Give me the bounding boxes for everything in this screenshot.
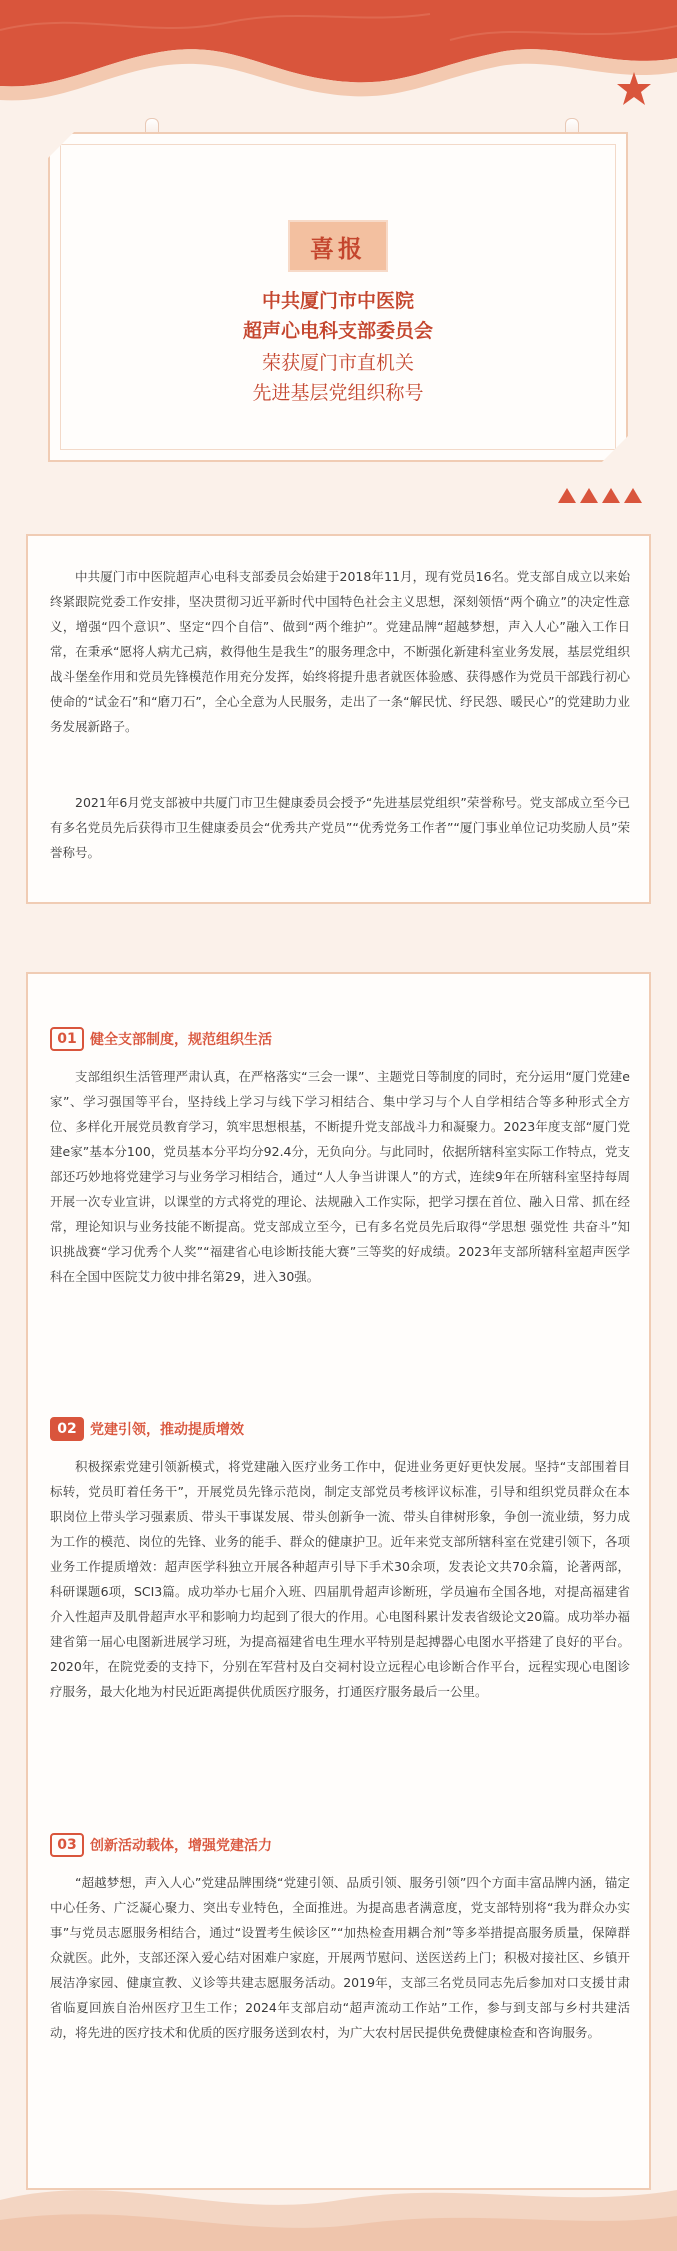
section-title: 党建引领，推动提质增效 xyxy=(90,1422,244,1438)
section-header xyxy=(50,1414,244,1444)
triangle-decoration xyxy=(558,488,646,507)
section-title: 创新活动载体，增强党建活力 xyxy=(90,1838,272,1854)
section-title: 健全支部制度，规范组织生活 xyxy=(90,1032,272,1048)
section-number: 01 xyxy=(50,1027,84,1051)
section-text: “超越梦想，声入人心”党建品牌围绕“党建引领、品质引领、服务引领”四个方面丰富品牌内涵，锚定中心任务、广泛凝心聚力、突出专业特色，全面推进。为提高患者满意度，党支部特别将“我为群众办实事”与党员志愿服务相结合，通过“设置考生候诊区”“加热检查用耦合剂”等多举措提高服务质量，保障群众就医。此外，支部还深入爱心结对困难户家庭，开展两节慰问、送医送药上门；积极对接社区、乡镇开展洁净家园、健康宣教、义诊等共建志愿服务活动。2019年，支部三名党员同志先后参加对口支援甘肃省临夏回族自治州医疗卫生工作；2024年支部启动“超声流动工作站”工作，参与到支部与乡村共建活动，将先进的医疗技术和优质的医疗服务送到农村，为广大农村居民提供免费健康检查和咨询服务。 xyxy=(50,1875,630,2040)
card-corner-fold xyxy=(602,436,628,462)
section-number: 03 xyxy=(50,1833,84,1857)
intro-paragraph-2: 2021年6月党支部被中共厦门市卫生健康委员会授予“先进基层党组织”荣誉称号。党支部成立至今已有多名党员先后获得市卫生健康委员会“优秀共产党员”“优秀党务工作者”“厦门事业单位记功奖励人员”荣誉称号。 xyxy=(50,795,630,860)
card-corner-fold xyxy=(48,132,74,158)
org-line-1: 中共厦门市中医院 xyxy=(261,290,414,312)
award-line-2: 先进基层党组织称号 xyxy=(252,382,424,404)
star-icon xyxy=(617,72,651,105)
bottom-wave-decoration xyxy=(0,2140,677,2251)
section-number: 02 xyxy=(50,1417,84,1441)
section-text: 积极探索党建引领新模式，将党建融入医疗业务工作中，促进业务更好更快发展。坚持“支部围着目标转，党员盯着任务干”，开展党员先锋示范岗，制定支部党员考核评议标准，引导和组织党员群众在本职岗位上带头学习强素质、带头干事谋发展、带头创新争一流、带头自律树形象，争创一流业绩，努力成为工作的模范、岗位的先锋、业务的能手、群众的健康护卫。近年来党支部所辖科室在党建引领下，各项业务工作提质增效：超声医学科独立开展各种超声引导下手术30余项，发表论文共70余篇，论著两部，科研课题6项，SCI3篇。成功举办七届介入班、四届肌骨超声诊断班，学员遍布全国各地，对提高福建省介入性超声及肌骨超声水平和影响力均起到了很大的作用。心电图科累计发表省级论文20篇。成功举办福建省第一届心电图新进展学习班，为提高福建省电生理水平特别是起搏器心电图水平搭建了良好的平台。2020年，在院党委的支持下，分别在军营村及白交祠村设立远程心电诊断合作平台，远程实现心电图诊疗服务，最大化地为村民近距离提供优质医疗服务，打通医疗服务最后一公里。 xyxy=(50,1459,630,1699)
section-header xyxy=(50,1830,272,1860)
section-text: 支部组织生活管理严肃认真，在严格落实“三会一课”、主题党日等制度的同时，充分运用“厦门党建e家”、学习强国等平台，坚持线上学习与线下学习相结合、集中学习与个人自学相结合等多种形式全方位、多样化开展党员教育学习，筑牢思想根基，不断提升党支部战斗力和凝聚力。2023年度支部“厦门党建e家”基本分100，党员基本分平均分92.4分，无负向分。与此同时，依据所辖科室实际工作特点，党支部还巧妙地将党建学习与业务学习相结合，通过“人人争当讲课人”的方式，连续9年在所辖科室坚持每周开展一次专业宣讲，以课堂的方式将党的理论、法规融入工作实际，把学习摆在首位、融入日常、抓在经常，理论知识与业务技能不断提高。党支部成立至今，已有多名党员先后取得“学思想 强党性 共奋斗”知识挑战赛“学习优秀个人奖”“福建省心电诊断技能大赛”三等奖的好成绩。2023年支部所辖科室超声医学科在全国中医院艾力彼中排名第29，进入30强。 xyxy=(50,1069,630,1284)
section-header xyxy=(50,1024,272,1054)
award-line-1: 荣获厦门市直机关 xyxy=(261,352,414,374)
top-banner xyxy=(0,0,677,120)
org-line-2: 超声心电科支部委员会 xyxy=(242,320,433,342)
good-news-badge: 喜报 xyxy=(288,220,388,272)
intro-paragraph-1: 中共厦门市中医院超声心电科支部委员会始建于2018年11月，现有党员16名。党支部自成立以来始终紧跟院党委工作安排，坚决贯彻习近平新时代中国特色社会主义思想，深刻领悟“两个确立”的决定性意义，增强“四个意识”、坚定“四个自信”、做到“两个维护”。党建品牌“超越梦想，声入人心”融入工作日常，在秉承“愿将人病尤己病，救得他生是我生”的服务理念中，不断强化新建科室业务发展，基层党组织战斗堡垒作用和党员先锋模范作用充分发挥，始终将提升患者就医体验感、获得感作为党员干部践行初心使命的“试金石”和“磨刀石”，全心全意为人民服务，走出了一条“解民忧、纾民怨、暖民心”的党建助力业务发展新路子。 xyxy=(50,569,630,734)
